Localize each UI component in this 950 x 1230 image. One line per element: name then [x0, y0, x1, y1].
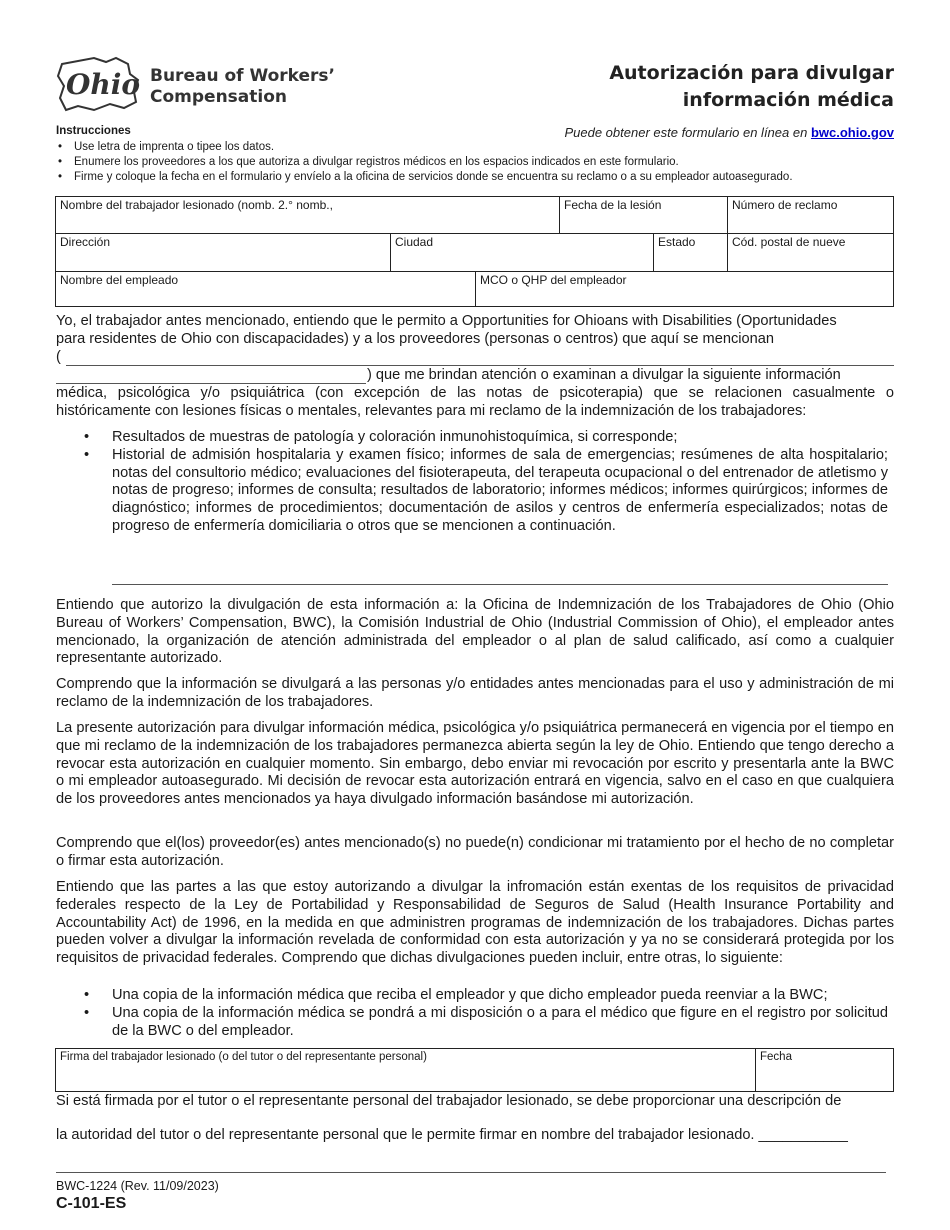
- authorization-paragraph-line: Yo, el trabajador antes mencionado, entiendo que le permito a Opportunities for Ohioans with Disabilities (Oportunidades: [56, 313, 837, 329]
- footer-divider: [56, 1172, 886, 1173]
- ohio-logo-icon: [54, 54, 144, 114]
- instructions-list: [56, 140, 793, 185]
- provider-blank-line-1[interactable]: [66, 365, 894, 366]
- instructions-heading: Instrucciones: [56, 125, 131, 137]
- info-row-3: [55, 271, 894, 307]
- records-list: [80, 429, 888, 536]
- city-field[interactable]: Ciudad: [391, 234, 654, 271]
- signature-box: [55, 1048, 894, 1092]
- authorization-paragraph-rest: médica, psicológica y/o psiquiátrica (con excepción de las notas de psicoterapia) que se relacionen casualmente o históricamente con lesiones físicas o mentales, relevantes para mi reclamo de la indemnización de los trabajadores:: [56, 385, 894, 419]
- privacy-paragraph: Entiendo que las partes a las que estoy autorizando a divulgar la infromación están exentas de los requisitos de privacidad federales respecto de la Ley de Portabilidad y Responsabilidad de Seguros de Salud (Health Insurance Portability and Accountability Act) de 1996, en la medida en que administren programas de indemnización de los trabajadores. Dichas partes pueden volver a divulgar la información revelada de conformidad con esta autorización y ya no se considerará protegida por los requisitos de privacidad federales. Comprendo que dichas divulgaciones pueden incluir, entre otras, lo siguiente:: [56, 879, 894, 967]
- authorization-paragraph-line: ) que me brindan atención o examinan a divulgar la siguiente información: [367, 367, 841, 383]
- claim-number-field[interactable]: Número de reclamo: [732, 198, 838, 212]
- bwc-website-link[interactable]: bwc.ohio.gov: [810, 125, 894, 140]
- usage-paragraph: Comprendo que la información se divulgará a las personas y/o entidades antes mencionadas para el uso y administración de mi reclamo de la indemnización de los trabajadores.: [56, 676, 894, 710]
- list-item: • Una copia de la información médica que reciba el empleador y que dicho empleador pueda reenviar a la BWC;: [80, 987, 888, 1005]
- authorization-paragraph-line: para residentes de Ohio con discapacidades) y a los proveedores (personas o centros) que aquí se mencionan: [56, 331, 774, 347]
- disclosure-recipients-paragraph: Entiendo que autorizo la divulgación de esta información a: la Oficina de Indemnización de los Trabajadores de Ohio (Ohio Bureau of Workers’ Compensation, BWC), la Comisión Industrial de Ohio (Industrial Commission of Ohio), el empleador antes mencionado, la organización de atención administrada del empleador o al plan de salud calificado, así como a cualquier representante autorizado.: [56, 597, 894, 667]
- list-item: • Historial de admisión hospitalaria y examen físico; informes de sala de emergencias; resúmenes de alta hospitalario; notas del consultorio médico; evaluaciones del fisioterapeuta, del terapeuta ocupacional o del entrenador de atletismo y notas de progreso; informes de consulta; resultados de laboratorio; informes médicos; informes quirúrgicos; informes de diagnóstico; informes de procedimientos; documentación de asilos y centros de enfermería especializados; notas de progreso de enfermería domiciliaria o otros que se mencionen a continuación.: [80, 447, 888, 536]
- treatment-condition-paragraph: Comprendo que el(los) proveedor(es) antes mencionado(s) no puede(n) condicionar mi tratamiento por el hecho de no completar o firmar esta autorización.: [56, 835, 894, 869]
- zip-field[interactable]: Cód. postal de nueve: [732, 235, 846, 249]
- list-item: • Una copia de la información médica se pondrá a mi disposición o a para el médico que figure en el registro por solicitud de la BWC o del empleador.: [80, 1005, 888, 1041]
- bureau-name: Bureau of Workers’ Compensation: [150, 66, 336, 107]
- address-field[interactable]: Dirección: [56, 234, 391, 271]
- guardian-note-line-1: Si está firmada por el tutor o el representante personal del trabajador lesionado, se debe proporcionar una descripción de: [56, 1093, 842, 1109]
- instruction-item: • Firme y coloque la fecha en el formulario y envíelo a la oficina de servicios donde se encuentra su reclamo o a su empleador autoasegurado.: [56, 170, 793, 185]
- validity-paragraph: La presente autorización para divulgar información médica, psicológica y/o psiquiátrica permanecerá en vigencia por el tiempo en que mi reclamo de la indemnización de los trabajadores permanezca abierta según la ley de Ohio. Entiendo que tengo derecho a revocar esta autorización en cualquier momento. Sin embargo, debo enviar mi revocación por escrito y presentarla ante la BWC o mi empleador autoasegurado. Mi decisión de revocar esta autorización entrará en vigencia, salvo en el caso en que cualquiera de los proveedores antes mencionados ya haya divulgado información basándose mi autorización.: [56, 720, 894, 808]
- provider-blank-line-2[interactable]: [56, 383, 366, 384]
- other-records-blank-line[interactable]: [112, 584, 888, 585]
- disclosure-list: [80, 987, 888, 1040]
- form-revision-code: BWC-1224 (Rev. 11/09/2023): [56, 1179, 219, 1193]
- info-row-1: [55, 196, 894, 234]
- instruction-item: • Enumere los proveedores a los que autoriza a divulgar registros médicos en los espacios indicados en este formulario.: [56, 155, 793, 170]
- state-field[interactable]: Estado: [654, 234, 728, 271]
- instruction-item: • Use letra de imprenta o tipee los datos.: [56, 140, 793, 155]
- online-availability: Puede obtener este formulario en línea en bwc.ohio.gov: [564, 125, 894, 140]
- signature-date-field[interactable]: Fecha: [760, 1051, 792, 1063]
- injury-date-field[interactable]: Fecha de la lesión: [560, 197, 728, 233]
- form-title: Autorización para divulgar información médica: [609, 62, 894, 111]
- info-row-2: [55, 233, 894, 272]
- signature-field[interactable]: Firma del trabajador lesionado (o del tutor o del representante personal): [56, 1049, 756, 1091]
- list-item: • Resultados de muestras de patología y coloración inmunohistoquímica, si corresponde;: [80, 429, 888, 447]
- guardian-note-line-2: la autoridad del tutor o del representante personal que le permite firmar en nombre del trabajador lesionado. ___________: [56, 1127, 848, 1143]
- employer-name-field[interactable]: Nombre del empleado: [56, 272, 476, 306]
- svg-text:Ohio: Ohio: [66, 68, 141, 101]
- worker-name-field[interactable]: Nombre del trabajador lesionado (nomb. 2.° nomb.,: [56, 197, 560, 233]
- provider-open-paren: (: [56, 349, 61, 365]
- employer-mco-field[interactable]: MCO o QHP del empleador: [480, 273, 627, 287]
- form-number: C-101-ES: [56, 1195, 127, 1212]
